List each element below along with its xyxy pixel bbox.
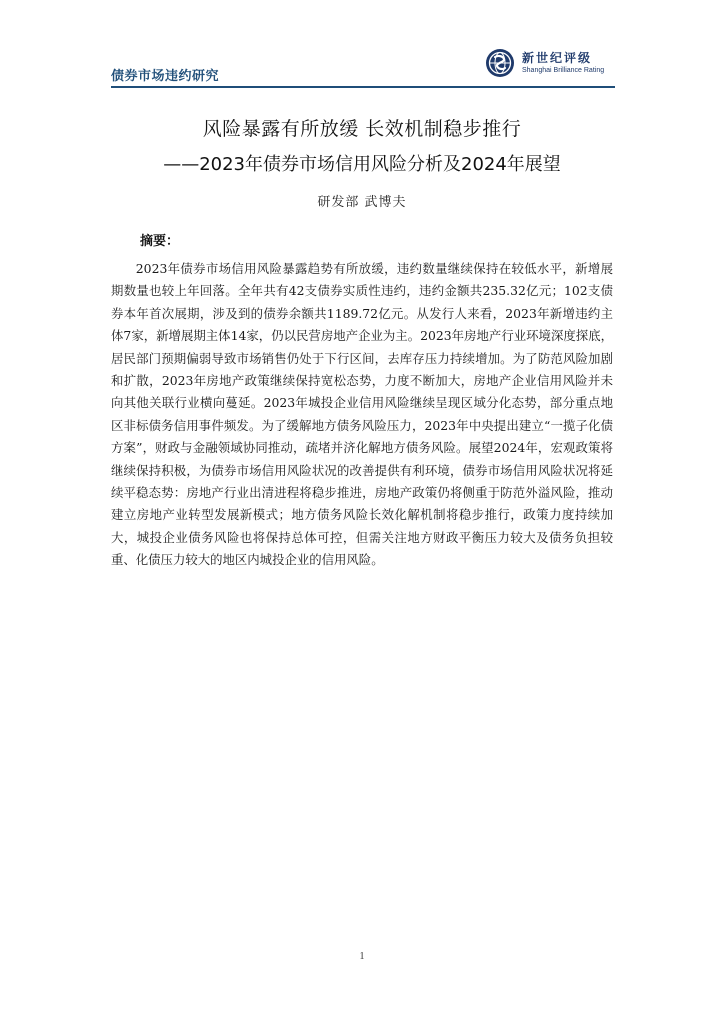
document-subtitle: ——2023年债券市场信用风险分析及2024年展望 <box>163 154 561 175</box>
abstract-heading: 摘要： <box>140 234 180 249</box>
page-number: 1 <box>359 951 365 962</box>
header-divider <box>111 86 615 88</box>
section-title: 债券市场违约研究 <box>111 69 220 84</box>
author-line: 研发部 武博夫 <box>317 195 407 210</box>
page-header <box>111 42 615 88</box>
document-title: 风险暴露有所放缓 长效机制稳步推行 <box>202 118 522 140</box>
brilliance-globe-logo-icon <box>485 48 515 78</box>
logo-chinese-name: 新世纪评级 <box>522 51 593 65</box>
abstract-body: 2023年债券市场信用风险暴露趋势有所放缓，违约数量继续保持在较低水平，新增展期数量也较上年回落。全年共有42支债券实质性违约，违约金额共235.32亿元；102支债券本年首次展期，涉及到的债券余额共1189.72亿元。从发行人来看，2023年新增违约主体7家，新增展期主体14家，仍以民营房地产企业为主。2023年房地产行业环境深度探底，居民部门预期偏弱导致市场销售仍处于下行区间，去库存压力持续增加。为了防范风险加剧和扩散，2023年房地产政策继续保持宽松态势，力度不断加大，房地产企业信用风险并未向其他关联行业横向蔓延。2023年城投企业信用风险继续呈现区域分化态势，部分重点地区非标债务信用事件频发。为了缓解地方债务风险压力，2023年中央提出建立“一揽子化债方案”，财政与金融领域协同推动，疏堵并济化解地方债务风险。展望2024年，宏观政策将继续保持积极，为债券市场信用风险状况的改善提供有利环境，债券市场信用风险状况将延续平稳态势：房地产行业出清进程将稳步推进，房地产政策仍将侧重于防范外溢风险，推动建立房地产业转型发展新模式；地方债务风险长效化解机制将稳步推行，政策力度持续加大，城投企业债务风险也将保持总体可控，但需关注地方财政平衡压力较大及债务负担较重、化债压力较大的地区内城投企业的信用风险。 <box>111 261 613 568</box>
brand-logo <box>485 46 615 80</box>
logo-english-name: Shanghai Brilliance Rating <box>522 67 605 74</box>
